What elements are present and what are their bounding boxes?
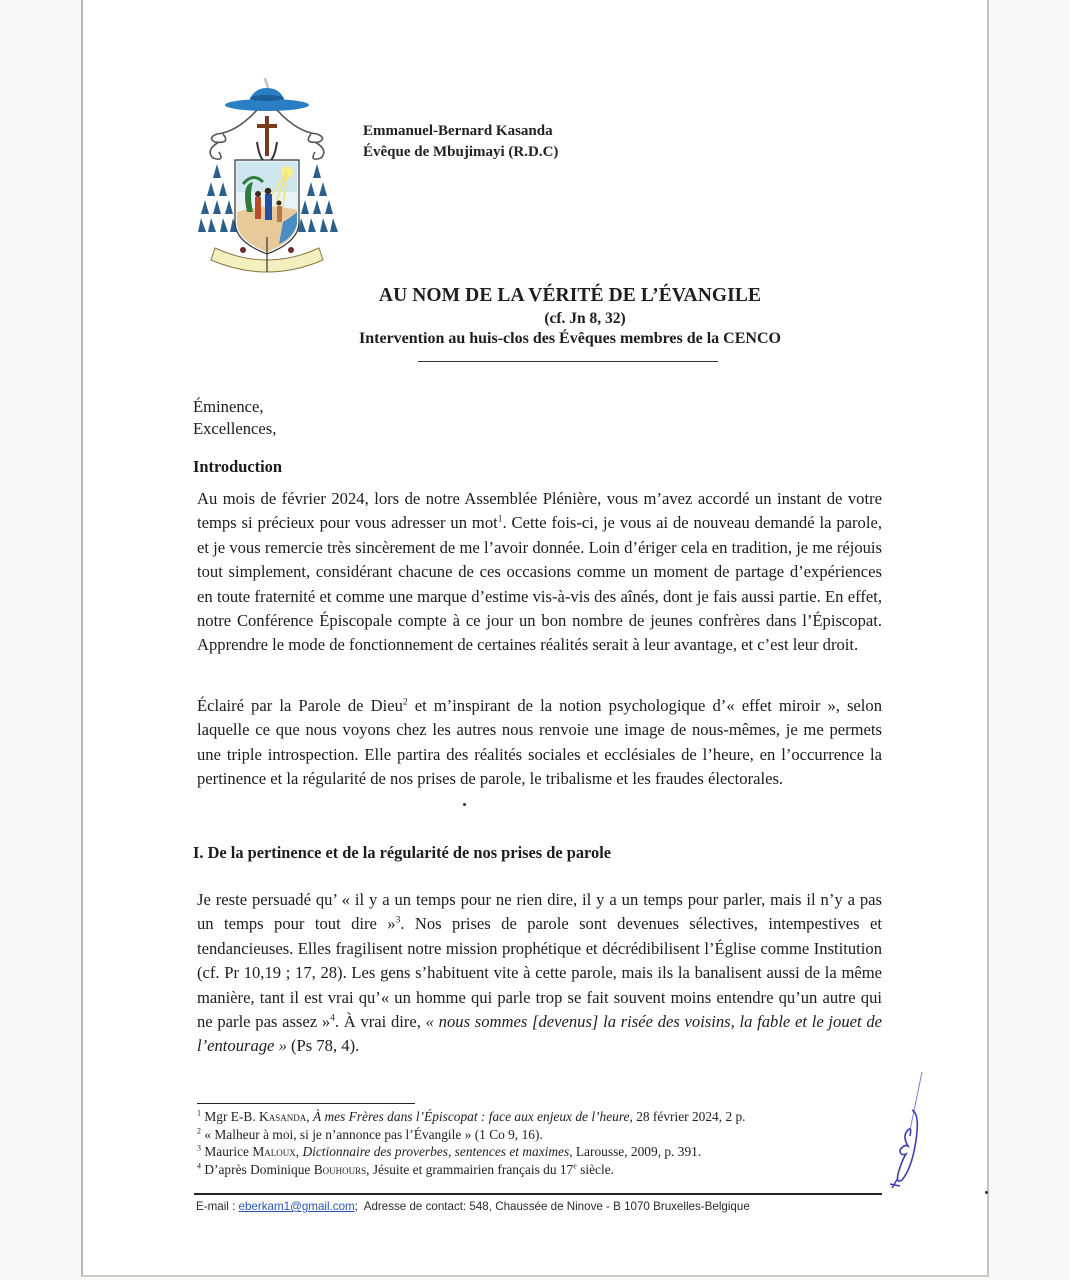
address: 548, Chaussée de Ninove - B 1070 Bruxelles-Belgique xyxy=(469,1200,750,1213)
title-block xyxy=(280,283,860,349)
paragraph xyxy=(197,888,882,1059)
footer-divider xyxy=(194,1193,882,1195)
title-reference: (cf. Jn 8, 32) xyxy=(544,310,626,327)
paragraph-text: Éclairé par la Parole de Dieu xyxy=(197,696,403,715)
footnote: $^2$ « Malheur à moi, si je n’annonce pas l’Évangile » (1 Co 9, 16). xyxy=(197,1126,543,1142)
footnote-ref: 3 xyxy=(395,915,401,926)
scan-speck xyxy=(463,803,466,806)
document-title: AU NOM DE LA VÉRITÉ DE L’ÉVANGILE xyxy=(378,285,762,306)
section-heading-i: I. De la pertinence et de la régularité de nos prises de parole xyxy=(193,843,612,862)
author-name: Emmanuel-Bernard Kasanda xyxy=(363,123,553,139)
email-label: E-mail : xyxy=(196,1200,239,1213)
coat-of-arms-icon xyxy=(197,72,357,287)
section-heading-introduction: Introduction xyxy=(193,457,282,476)
footnotes xyxy=(197,1108,897,1178)
signature-icon xyxy=(884,1070,934,1200)
paragraph-text: . À vrai dire, xyxy=(334,1012,426,1032)
italic-quote: « nous sommes [devenus] la risée des voisins, la fable et le jouet de l’entourage » xyxy=(197,1012,882,1056)
author-title: Évêque de Mbujimayi (R.D.C) xyxy=(363,144,559,160)
paragraph-text: . Cette fois-ci, je vous ai de nouveau demandé la parole, et je vous remercie très sincèrement de me l’avoir donnée. Loin d’ériger cela en tradition, je me réjouis tout simplement, considérant chacune de ces occasions comme un moment de partage d’expériences en toute fraternité et comme une marque d’estime vis-à-vis des aînés, dont je fais aussi partie. En effet, notre Conférence Épiscopale compte à ce jour un bon nombre de jeunes confrères dans l’Épiscopat. Apprendre le mode de fonctionnement de certaines réalités serait à leur avantage, et c’est leur droit. xyxy=(197,513,882,655)
background-left xyxy=(0,0,81,1280)
address-label: Adresse de contact: xyxy=(357,1200,470,1213)
page-edge-speck xyxy=(985,1191,988,1194)
title-divider xyxy=(418,361,718,362)
paragraph-text: Au mois de février 2024, lors de notre Assemblée Plénière, vous m’avez accordé un instant de votre temps si précieux pour vous adresser un mot xyxy=(197,489,882,533)
document-subtitle: Intervention au huis-clos des Évêques membres de la CENCO xyxy=(359,330,781,347)
paragraph-text: (Ps 78, 4). xyxy=(286,1036,360,1056)
salutation-line: Excellences, xyxy=(193,418,277,438)
paragraph xyxy=(197,487,882,658)
footer-contact: E-mail : eberkam1@gmail.com; Adresse de contact: 548, Chaussée de Ninove - B 1070 Bruxelles-Belgique xyxy=(196,1200,750,1213)
background-right xyxy=(986,0,1069,1280)
footnote: $^1$ Mgr E-B. Kasanda, À mes Frères dans l’Épiscopat : face aux enjeux de l’heure, 28 février 2024, 2 p. xyxy=(197,1108,746,1124)
footnote-ref: 1 xyxy=(497,514,503,525)
paragraph xyxy=(197,694,882,792)
paragraph-text: Je reste persuadé qu’ « il y a un temps pour ne rien dire, il y a un temps pour parler, mais il n’y a pas un temps pour tout dire » xyxy=(197,890,882,934)
paragraph-text: . Nos prises de parole sont devenues sélectives, intempestives et tendancieuses. Elles fragilisent notre mission prophétique et décrédibilisent l’Église comme Institution (cf. Pr 10,19 ; 17, 28). Les gens s’habituent vite à cette parole, mais ils la banalisent aussi de la même manière, tant il est vrai qu’« un homme qui parle trop se fait souvent moins entendre qu’un autre qui ne parle pas assez » xyxy=(197,914,882,1032)
footnote-ref: 2 xyxy=(402,697,408,708)
paragraph-text: et m’inspirant de la notion psychologique d’« effet miroir », selon laquelle ce que nous voyons chez les autres nous renvoie une image de nous-mêmes, je me permets une triple introspection. Elle partira des réalités sociales et ecclésiales de l’heure, en l’occurrence la pertinence et la régularité de nos prises de parole, le tribalisme et les fraudes électorales. xyxy=(197,696,882,789)
footnote: $^4$ D’après Dominique Bouhours, Jésuite et grammairien français du 17e siècle. xyxy=(197,1161,615,1177)
salutation-line: Éminence, xyxy=(193,397,264,416)
email-link[interactable]: eberkam1@gmail.com xyxy=(238,1200,355,1213)
footnote-divider xyxy=(197,1103,415,1104)
footnote-ref: 4 xyxy=(330,1013,335,1024)
footnote: $^3$ Maurice Maloux, Dictionnaire des proverbes, sentences et maximes, Larousse, 2009, p. 391. xyxy=(197,1143,702,1160)
salutation xyxy=(193,396,276,439)
letterhead xyxy=(363,121,558,163)
